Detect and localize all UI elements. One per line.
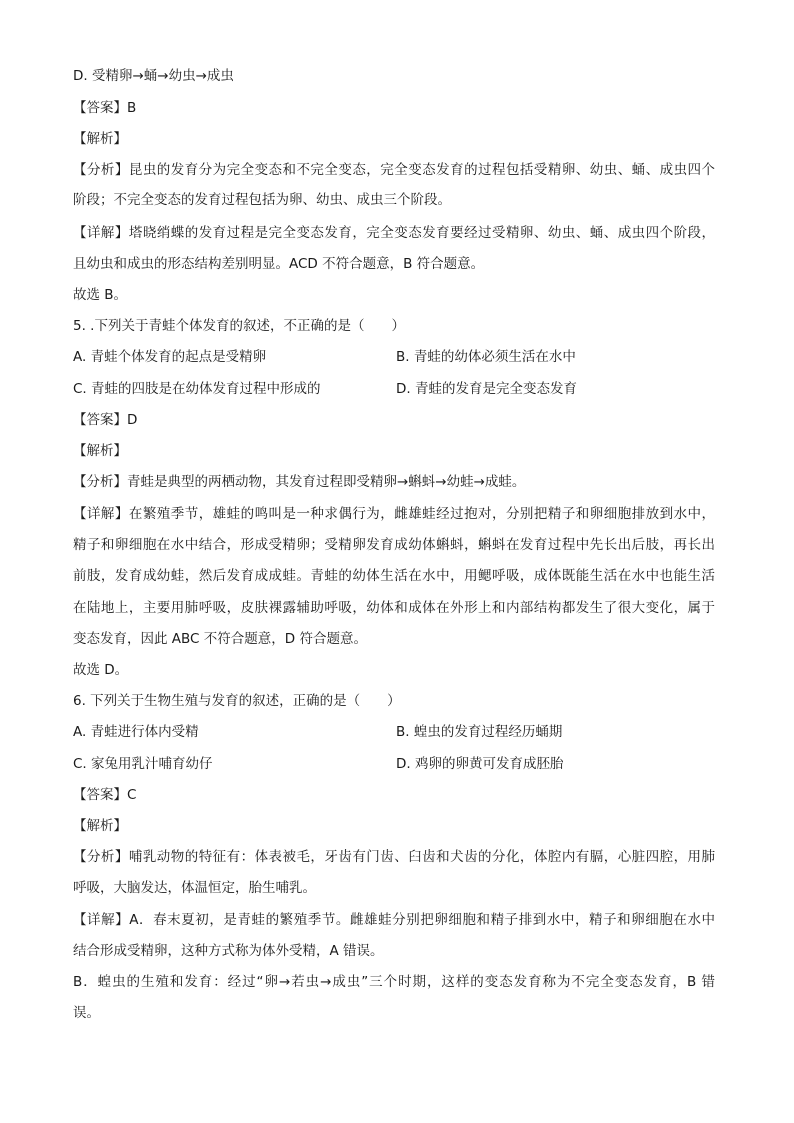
q6-option-d: D. 鸡卵的卵黄可发育成胚胎 <box>396 756 564 772</box>
q6-option-a: A. 青蛙进行体内受精 <box>73 724 199 740</box>
q5-xiangjie-line-2: 精子和卵细胞在水中结合，形成受精卵；受精卵发育成幼体蝌蚪，蝌蚪在发育过程中先长出后肢，再长出 <box>73 537 715 553</box>
q6-fenxi-line-1: 【分析】哺乳动物的特征有：体表被毛，牙齿有门齿、臼齿和犬齿的分化，体腔内有膈，心脏四腔，用肺 <box>73 849 715 865</box>
q4-answer: 【答案】B <box>73 100 137 116</box>
q6-xiangjie-line-2: 结合形成受精卵，这种方式称为体外受精，A 错误。 <box>73 943 384 959</box>
q4-option-d: D. 受精卵→蛹→幼虫→成虫 <box>73 68 234 84</box>
q4-fenxi-line-1: 【分析】昆虫的发育分为完全变态和不完全变态，完全变态发育的过程包括受精卵、幼虫、蛹、成虫四个 <box>73 162 715 178</box>
q5-option-b: B. 青蛙的幼体必须生活在水中 <box>396 349 576 365</box>
q5-option-a: A. 青蛙个体发育的起点是受精卵 <box>73 349 267 365</box>
q6-xiangjie-line-4: 误。 <box>73 1005 100 1021</box>
q6-option-b: B. 蝗虫的发育过程经历蛹期 <box>396 724 563 740</box>
q5-stem: 5. .下列关于青蛙个体发育的叙述，不正确的是（ ） <box>73 318 405 334</box>
q6-answer: 【答案】C <box>73 787 137 803</box>
q6-fenxi-line-2: 呼吸，大脑发达，体温恒定，胎生哺乳。 <box>73 880 316 896</box>
q5-option-d: D. 青蛙的发育是完全变态发育 <box>396 381 577 397</box>
q5-xiangjie-line-3: 前肢，发育成幼蛙，然后发育成成蛙。青蛙的幼体生活在水中，用鳃呼吸，成体既能生活在水中也能生活 <box>73 568 715 584</box>
q6-xiangjie-line-3: B．蝗虫的生殖和发育：经过“卵→若虫→成虫”三个时期，这样的变态发育称为不完全变态发育，B 错 <box>73 974 715 990</box>
q5-xiangjie-line-4: 在陆地上，主要用肺呼吸，皮肤裸露辅助呼吸，幼体和成体在外形上和内部结构都发生了很大变化，属于 <box>73 600 715 616</box>
q5-fenxi: 【分析】青蛙是典型的两栖动物，其发育过程即受精卵→蝌蚪→幼蛙→成蛙。 <box>73 474 526 490</box>
q6-stem: 6. 下列关于生物生殖与发育的叙述，正确的是（ ） <box>73 693 401 709</box>
q4-fenxi-line-2: 阶段；不完全变态的发育过程包括为卵、幼虫、成虫三个阶段。 <box>73 192 451 208</box>
q6-analysis-label: 【解析】 <box>73 818 127 834</box>
q4-xiangjie-line-1: 【详解】塔晓绡蝶的发育过程是完全变态发育，完全变态发育要经过受精卵、幼虫、蛹、成虫四个阶段， <box>73 225 715 241</box>
q5-xiangjie-line-5: 变态发育，因此 ABC 不符合题意，D 符合题意。 <box>73 631 367 647</box>
q5-answer: 【答案】D <box>73 412 138 428</box>
q6-xiangjie-line-1: 【详解】A．春末夏初，是青蛙的繁殖季节。雌雄蛙分别把卵细胞和精子排到水中，精子和卵细胞在水中 <box>73 912 715 928</box>
q5-xiangjie-line-1: 【详解】在繁殖季节，雄蛙的鸣叫是一种求偶行为，雌雄蛙经过抱对，分别把精子和卵细胞排放到水中， <box>73 506 715 522</box>
q5-option-c: C. 青蛙的四肢是在幼体发育过程中形成的 <box>73 381 321 397</box>
q6-option-c: C. 家兔用乳汁哺育幼仔 <box>73 756 213 772</box>
q5-choose: 故选 D。 <box>73 662 129 678</box>
q5-analysis-label: 【解析】 <box>73 443 127 459</box>
q4-xiangjie-line-2: 且幼虫和成虫的形态结构差别明显。ACD 不符合题意，B 符合题意。 <box>73 256 485 272</box>
q4-choose: 故选 B。 <box>73 287 128 303</box>
q4-analysis-label: 【解析】 <box>73 131 127 147</box>
